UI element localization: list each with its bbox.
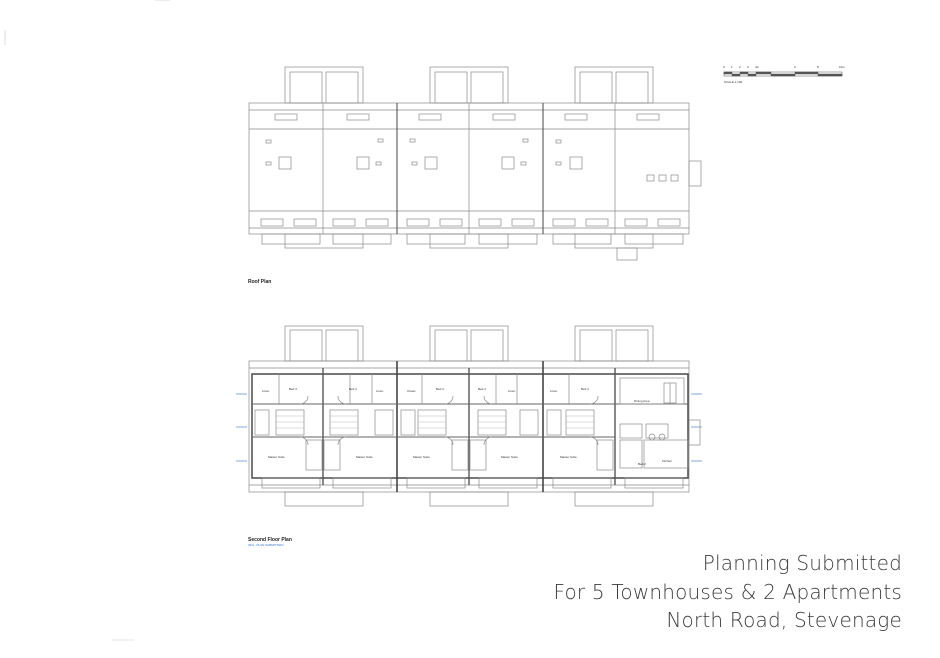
room-label: Linen [550, 389, 558, 393]
room-label: Master Suite [413, 455, 430, 459]
room-label: Linen [376, 389, 384, 393]
caption-line-location: North Road, Stevenage [666, 608, 902, 632]
scale-tick-label: 3 [747, 65, 749, 69]
room-label: Master Suite [560, 455, 577, 459]
room-label: Bed 4 [436, 387, 444, 391]
roof-plan-label: Roof Plan [248, 279, 272, 285]
caption-line-scheme: For 5 Townhouses & 2 Apartments [553, 579, 902, 604]
room-label: Dining Area [634, 399, 650, 403]
second-floor-plan [236, 326, 702, 506]
room-label: Linen [262, 389, 270, 393]
room-label: Master Suite [501, 455, 518, 459]
scale-tick-label: 2 [739, 65, 741, 69]
roof-plan [249, 67, 701, 260]
room-label: Bed 4 [581, 387, 589, 391]
scale-tick-label: 4m [755, 65, 760, 69]
room-label: Bed 2 [638, 462, 646, 466]
scale-bar [724, 72, 842, 76]
caption-line-status: Planning Submitted [702, 551, 902, 575]
room-label: Bed 4 [349, 387, 357, 391]
room-label: Kitchen [662, 459, 673, 463]
scale-tick-label: 10m [839, 65, 845, 69]
scale-tick-label: 0 [723, 65, 725, 69]
project-caption [553, 549, 902, 635]
room-label: Bed 4 [478, 387, 486, 391]
room-label: Linen [508, 389, 516, 393]
scale-label: SCALE 1:100 [724, 80, 743, 84]
room-label: Closet [407, 389, 416, 393]
second-floor-plan-label: Second Floor Plan [248, 537, 292, 543]
second-floor-plan-sublabel: (N/A - PLAN SUBMITTED) [248, 543, 284, 547]
scale-tick-label: 6 [794, 65, 796, 69]
room-label: Master Suite [356, 455, 373, 459]
scale-tick-label: 1 [731, 65, 733, 69]
room-label: Bed 4 [289, 387, 297, 391]
scale-tick-label: 8 [817, 65, 819, 69]
room-label: Master Suite [268, 455, 285, 459]
